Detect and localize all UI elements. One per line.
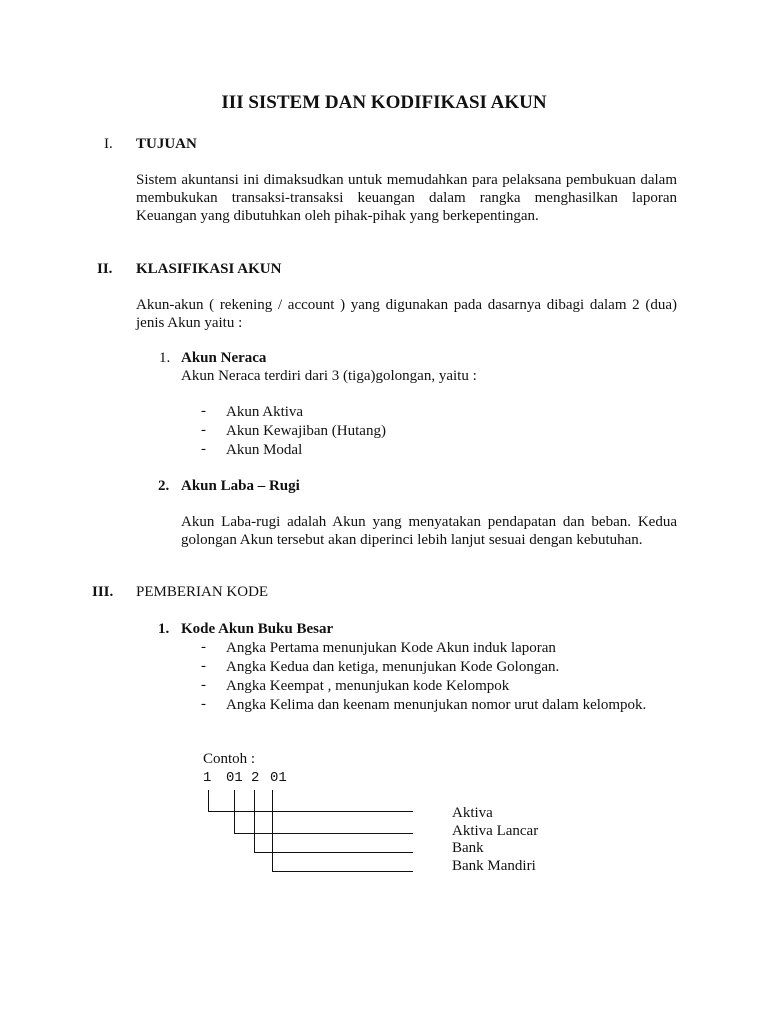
list-item: Akun Modal	[226, 442, 303, 458]
section-1-body: Sistem akuntansi ini dimaksudkan untuk memudahkan para pelaksana pembukuan dalam membukukan transaksi-transaksi keuangan dalam rangka menghasilkan laporan Keuangan yang dibutuhkan oleh pihak-pihak yang berkepentingan.	[136, 172, 677, 224]
connector-vertical	[234, 790, 235, 833]
page-title: III SISTEM DAN KODIFIKASI AKUN	[221, 92, 547, 113]
akun-laba-rugi-desc: Akun Laba-rugi adalah Akun yang menyatakan pendapatan dan beban. Kedua golongan Akun tersebut akan diperinci lebih lanjut sesuai dengan kebutuhan.	[181, 514, 677, 548]
bullet-dash: -	[201, 441, 206, 457]
bullet-dash: -	[201, 677, 206, 693]
section-3-numeral: III.	[92, 584, 114, 600]
connector-vertical	[254, 790, 255, 853]
connector-horizontal	[234, 833, 413, 834]
bullet-dash: -	[201, 696, 206, 712]
list-item: Akun Aktiva	[226, 404, 304, 420]
code-digit-2: 01	[226, 770, 243, 786]
connector-horizontal	[254, 852, 413, 853]
code-label-aktiva: Aktiva	[452, 805, 493, 821]
connector-horizontal	[272, 871, 413, 872]
section-3-heading: PEMBERIAN KODE	[136, 584, 269, 600]
code-label-aktiva-lancar: Aktiva Lancar	[452, 823, 539, 839]
list-item: Akun Kewajiban (Hutang)	[226, 423, 386, 439]
list-item: Angka Keempat , menunjukan kode Kelompok	[226, 678, 510, 694]
bullet-dash: -	[201, 658, 206, 674]
connector-vertical	[272, 790, 273, 871]
bullet-dash: -	[201, 422, 206, 438]
list-item: Angka Pertama menunjukan Kode Akun induk laporan	[226, 640, 556, 656]
kode-akun-number: 1.	[158, 621, 170, 637]
list-item: Angka Kedua dan ketiga, menunjukan Kode Golongan.	[226, 659, 560, 675]
code-label-bank-mandiri: Bank Mandiri	[452, 858, 536, 874]
code-digit-3: 2	[251, 770, 260, 786]
bullet-dash: -	[201, 403, 206, 419]
code-digit-1: 1	[203, 770, 212, 786]
section-1-numeral: I.	[104, 136, 113, 152]
akun-neraca-title: Akun Neraca	[181, 350, 267, 366]
example-label: Contoh :	[203, 751, 256, 767]
code-digit-4: 01	[270, 770, 287, 786]
bullet-dash: -	[201, 639, 206, 655]
list-item: Angka Kelima dan keenam menunjukan nomor urut dalam kelompok.	[226, 697, 647, 713]
section-2-intro: Akun-akun ( rekening / account ) yang digunakan pada dasarnya dibagi dalam 2 (dua) jenis Akun yaitu :	[136, 297, 677, 331]
section-2-numeral: II.	[97, 261, 113, 277]
connector-horizontal	[208, 811, 413, 812]
akun-laba-rugi-title: Akun Laba – Rugi	[181, 478, 300, 494]
section-1-heading: TUJUAN	[136, 136, 197, 152]
kode-akun-title: Kode Akun Buku Besar	[181, 621, 334, 637]
akun-neraca-number: 1.	[159, 350, 171, 366]
connector-vertical	[208, 790, 209, 812]
section-2-heading: KLASIFIKASI AKUN	[136, 261, 282, 277]
code-label-bank: Bank	[452, 840, 484, 856]
akun-laba-rugi-number: 2.	[158, 478, 170, 494]
akun-neraca-desc: Akun Neraca terdiri dari 3 (tiga)golongan, yaitu :	[181, 368, 477, 384]
